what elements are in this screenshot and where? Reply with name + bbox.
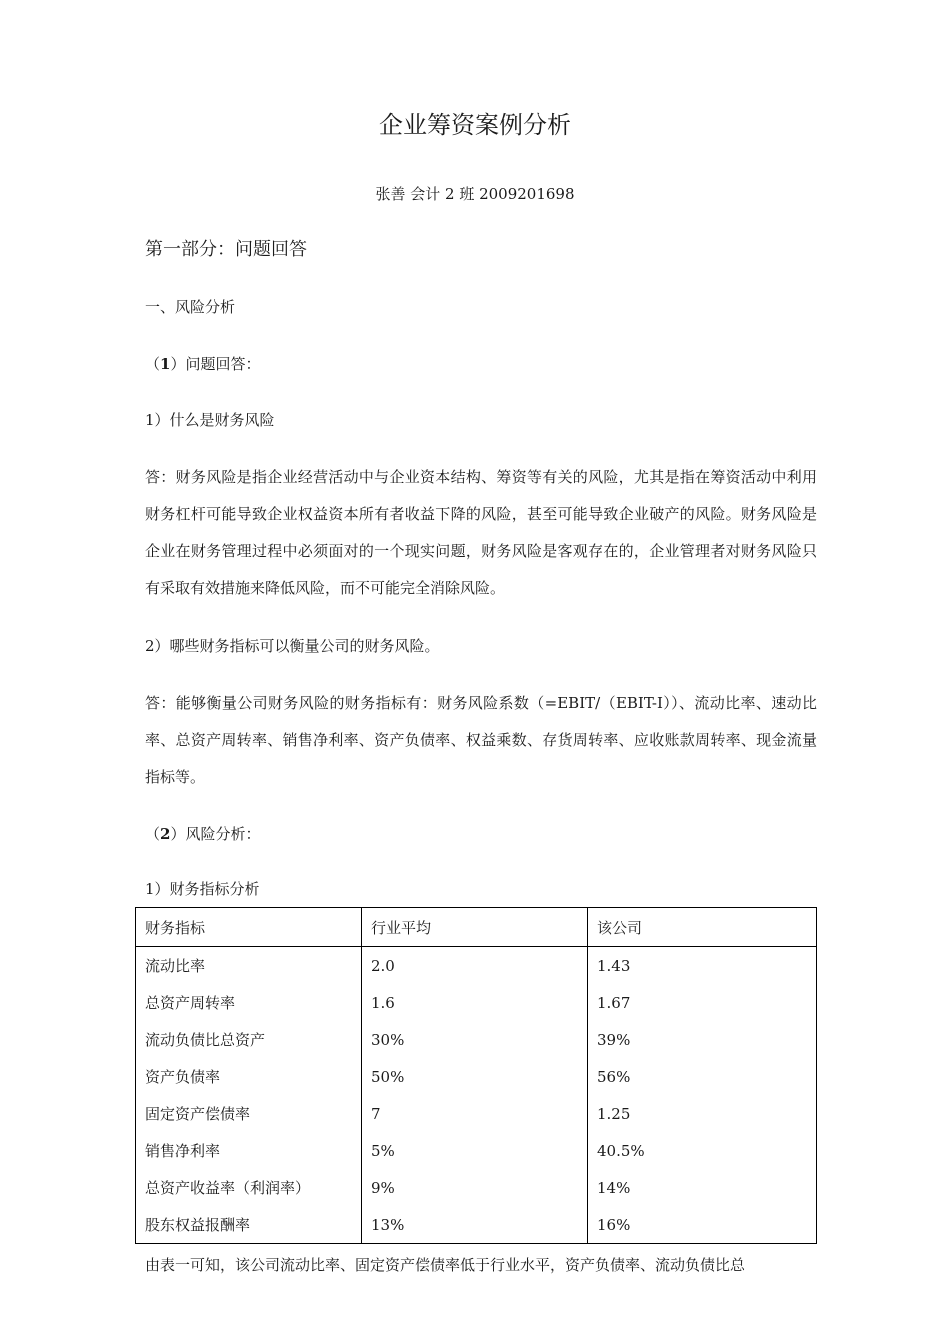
financial-indicator-table	[135, 907, 817, 1244]
section-one-heading: 一、风险分析	[145, 298, 236, 316]
table-cell: 30%	[362, 1021, 588, 1058]
table-cell: 流动负债比总资产	[136, 1021, 362, 1058]
table-cell: 流动比率	[136, 947, 362, 985]
table-row	[136, 1132, 817, 1169]
table-cell: 39%	[588, 1021, 817, 1058]
part-one-heading: 第一部分：问题回答	[145, 239, 307, 260]
subsection-2-heading	[145, 822, 825, 846]
question-1: 1）什么是财务风险	[145, 411, 275, 429]
table-caption: 1）财务指标分析	[145, 880, 260, 898]
subsection-1-number: 1	[160, 355, 171, 373]
table-header-row	[136, 908, 817, 947]
table-row	[136, 947, 817, 985]
table-cell: 13%	[362, 1206, 588, 1244]
table-cell: 5%	[362, 1132, 588, 1169]
answer-2-paragraph: 答：能够衡量公司财务风险的财务指标有：财务风险系数（=EBIT/（EBIT-I））、流动比率、速动比率、总资产周转率、销售净利率、资产负债率、权益乘数、存货周转率、应收账款周转率、现金流量指标等。	[145, 694, 817, 786]
table-cell: 股东权益报酬率	[136, 1206, 362, 1244]
author-line: 张善 会计 2 班 2009201698	[375, 185, 575, 203]
subsection-2-suffix: ）风险分析：	[170, 825, 261, 843]
subsection-2-prefix: （	[145, 825, 161, 843]
subsection-1-prefix: （	[145, 355, 161, 373]
table-cell: 1.43	[588, 947, 817, 985]
table-cell: 1.6	[362, 984, 588, 1021]
conclusion-paragraph: 由表一可知，该公司流动比率、固定资产偿债率低于行业水平，资产负债率、流动负债比总	[145, 1256, 746, 1274]
table-cell: 56%	[588, 1058, 817, 1095]
table-row	[136, 1169, 817, 1206]
table-cell: 1.25	[588, 1095, 817, 1132]
document-title: 企业筹资案例分析	[379, 111, 571, 139]
table-row	[136, 1206, 817, 1244]
table-cell: 固定资产偿债率	[136, 1095, 362, 1132]
table-cell: 资产负债率	[136, 1058, 362, 1095]
table-row	[136, 1021, 817, 1058]
table-cell: 总资产周转率	[136, 984, 362, 1021]
table-row	[136, 1095, 817, 1132]
table-cell: 总资产收益率（利润率）	[136, 1169, 362, 1206]
question-2: 2）哪些财务指标可以衡量公司的财务风险。	[145, 637, 440, 655]
table-header-cell: 该公司	[588, 908, 817, 947]
subsection-1-heading	[145, 352, 825, 376]
table-cell: 40.5%	[588, 1132, 817, 1169]
subsection-2-number: 2	[160, 825, 171, 843]
table-cell: 16%	[588, 1206, 817, 1244]
table-row	[136, 1058, 817, 1095]
table-cell: 1.67	[588, 984, 817, 1021]
table-cell: 14%	[588, 1169, 817, 1206]
table-header-cell: 财务指标	[136, 908, 362, 947]
table-cell: 50%	[362, 1058, 588, 1095]
table-cell: 2.0	[362, 947, 588, 985]
table-cell: 9%	[362, 1169, 588, 1206]
subsection-1-suffix: ）问题回答：	[170, 355, 261, 373]
table-cell: 7	[362, 1095, 588, 1132]
table-header-cell: 行业平均	[362, 908, 588, 947]
table-cell: 销售净利率	[136, 1132, 362, 1169]
answer-1-paragraph: 答：财务风险是指企业经营活动中与企业资本结构、筹资等有关的风险，尤其是指在筹资活动中利用财务杠杆可能导致企业权益资本所有者收益下降的风险，甚至可能导致企业破产的风险。财务风险是企业在财务管理过程中必须面对的一个现实问题，财务风险是客观存在的，企业管理者对财务风险只有采取有效措施来降低风险，而不可能完全消除风险。	[145, 468, 817, 597]
table-row	[136, 984, 817, 1021]
